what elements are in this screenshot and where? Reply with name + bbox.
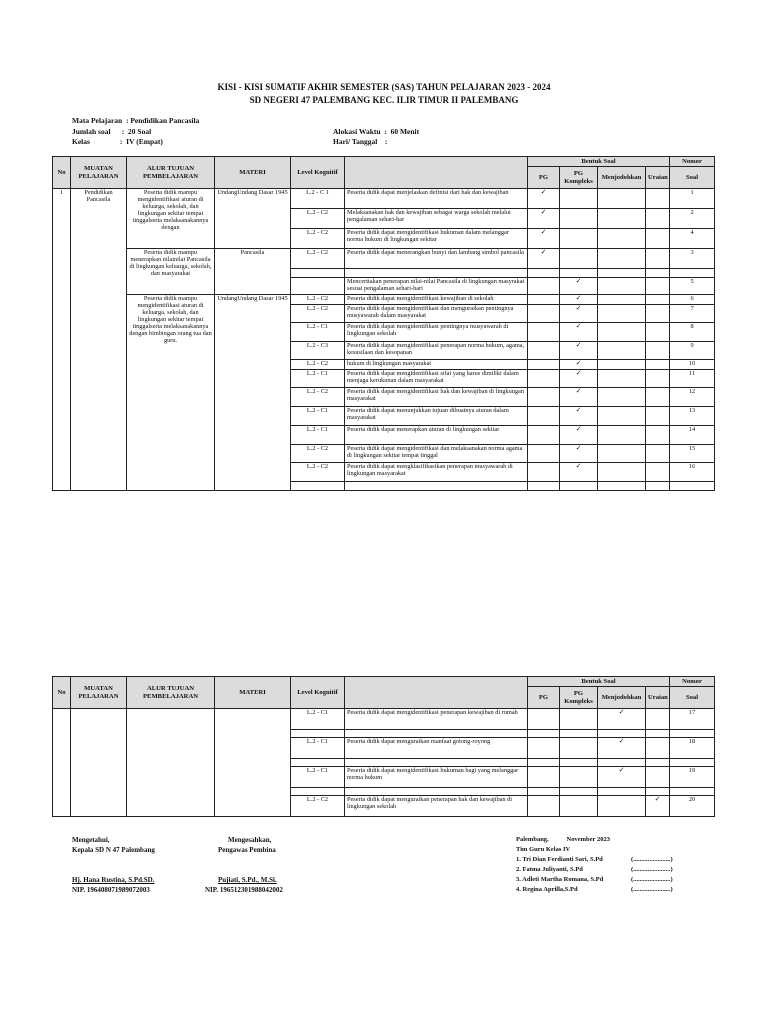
check-pg [528,463,560,482]
check-ura: ✓ [646,796,670,817]
header-no: No [53,157,71,189]
indikator-soal: Peserta didik dapat mengidentifikasi kewajiban di sekolah [345,295,528,305]
indikator-soal: Peserta didik dapat menguraikan penerapan hak dan kewajiban di lingkungan sekolah [345,796,528,817]
check-pgk: ✓ [560,445,598,463]
check-pg [528,767,560,788]
team-member-signature-line: (.......................) [631,856,673,863]
check-ura [646,445,670,463]
header-soal: Soal [670,167,715,189]
nomor-soal: 4 [670,229,715,249]
level-kognitif: L.2 - C2 [291,445,345,463]
sig-place-date: Palembang, November 2023 [516,836,610,843]
check-pg: ✓ [528,229,560,249]
spacer-cell [528,730,560,738]
nomor-soal: 10 [670,360,715,370]
check-menj: ✓ [598,767,646,788]
check-menj [598,189,646,209]
empty-cell [560,482,598,491]
check-pgk: ✓ [560,295,598,305]
check-pgk: ✓ [560,360,598,370]
header-level: Level Kognitif [291,677,345,709]
check-ura [646,323,670,342]
info-alokasi-waktu: Alokasi Waktu : 60 Menit [333,127,420,136]
nomor-soal: 3 [670,249,715,269]
header-alur: ALUR TUJUAN PEMBELAJARAN [127,677,215,709]
check-ura [646,388,670,407]
check-ura [646,767,670,788]
level-kognitif: L.2 - C1 [291,767,345,788]
muatan-pelajaran [71,709,127,817]
check-ura [646,407,670,426]
nomor-soal: 7 [670,305,715,323]
indikator-soal: Peserta didik dapat mengidentifikasi penerapan norma hukum, agama, kesusilaan dan kesopanan [345,342,528,360]
materi-3: UndangUndang Dasar 1945 [215,295,291,491]
indikator-soal: Peserta didik dapat mengidentifikasi dan menguraikan pentingnya musyawarah dalam masyarakat [345,305,528,323]
indikator-soal: Peserta didik dapat mengklasifikasikan penerapan musyawarah di lingkungan masyarakat [345,463,528,482]
indikator-soal: hukum di lingkungan masyarakat [345,360,528,370]
sig-kepala-title: Kepala SD N 47 Palembang [72,846,155,854]
header-nomor: Nomor [670,157,715,167]
check-pgk [560,709,598,730]
spacer-cell [670,788,715,796]
table-row [53,295,715,305]
header-bentuk-soal: Bentuk Soal [528,677,670,687]
team-member-signature-line: (.......................) [631,876,673,883]
table-row [53,709,715,730]
check-pg [528,426,560,445]
header-uraian: Uraian [646,167,670,189]
sig-mengetahui: Mengetahui, [72,836,110,844]
alur-tujuan-2: Peserta didik mampu menerapkan nilainilai Pancasila di lingkungan keluarga, sekolah, dan masyarakat [127,249,215,295]
level-kognitif: L.2 - C 1 [291,189,345,209]
indikator-soal: Peserta didik dapat mengidentifikasi pentingnya musyawarah di lingkungan sekolah [345,323,528,342]
alur-tujuan-1: Peserta didik mampu mengidentifikasi aturan di keluarga, sekolah, dan lingkungan sekitar tempat tinggalserta melaksanakannya dengan [127,189,215,249]
header-no: No [53,677,71,709]
alur-tujuan [127,709,215,817]
check-ura [646,229,670,249]
header-indikator [345,157,528,189]
check-pgk: ✓ [560,278,598,295]
table-row [53,189,715,209]
level-kognitif: L.2 - C2 [291,796,345,817]
header-indikator [345,677,528,709]
header-alur: ALUR TUJUAN PEMBELAJARAN [127,157,215,189]
sig-pengawas-nip: NIP. 196512301988042002 [205,886,283,894]
check-menj [598,269,646,278]
header-pg-kompleks: PG Kompleks [560,687,598,709]
team-member-name: 2. Fatma Juliyanti, S.Pd [516,866,583,873]
spacer-cell [345,788,528,796]
check-ura [646,426,670,445]
nomor-soal: 2 [670,209,715,229]
nomor-soal: 14 [670,426,715,445]
check-ura [646,360,670,370]
check-ura [646,738,670,759]
empty-cell [646,482,670,491]
check-pg [528,295,560,305]
nomor-soal: 19 [670,767,715,788]
spacer-cell [646,730,670,738]
indikator-soal: Peserta didik dapat menjelaskan definisi dari hak dan kewajiban [345,189,528,209]
header-menjodohkan: Menjodohkan [598,167,646,189]
check-pg [528,709,560,730]
spacer-cell [291,759,345,767]
header-soal: Soal [670,687,715,709]
level-kognitif [291,278,345,295]
kisi-table-2 [52,676,715,817]
team-member [516,886,673,896]
indikator-soal [345,269,528,278]
check-menj [598,305,646,323]
level-kognitif: L.2 - C2 [291,305,345,323]
check-pgk: ✓ [560,463,598,482]
spacer-cell [560,788,598,796]
check-menj [598,407,646,426]
check-pg [528,323,560,342]
spacer-cell [345,759,528,767]
check-pgk [560,209,598,229]
check-pgk: ✓ [560,323,598,342]
spacer-cell [670,730,715,738]
level-kognitif: L.2 - C1 [291,426,345,445]
check-pgk: ✓ [560,426,598,445]
level-kognitif: L.2 - C1 [291,323,345,342]
check-ura [646,342,670,360]
level-kognitif: L.2 - C1 [291,407,345,426]
check-pg: ✓ [528,209,560,229]
spacer-cell [560,730,598,738]
indikator-soal: Peserta didik dapat menunjukkan tujuan dibuatnya aturan dalam masyarakat [345,407,528,426]
document-title-line2: SD NEGERI 47 PALEMBANG KEC. ILIR TIMUR II PALEMBANG [249,95,519,105]
check-pg [528,407,560,426]
check-pg: ✓ [528,189,560,209]
spacer-cell [598,730,646,738]
check-pg: ✓ [528,249,560,269]
check-pg [528,269,560,278]
indikator-soal: Peserta didik dapat mengidentifikasi dan melaksanakan norma agama di lingkungan sekitar tempat tinggal [345,445,528,463]
team-list [516,856,673,896]
spacer-cell [291,788,345,796]
check-pgk: ✓ [560,342,598,360]
check-ura [646,209,670,229]
header-level: Level Kognitif [291,157,345,189]
sig-kepala-nip: NIP. 196408071989072003 [72,886,150,894]
check-pg [528,278,560,295]
check-pg [528,342,560,360]
spacer-cell [646,759,670,767]
team-member-signature-line: (.......................) [631,886,673,893]
info-mata-pelajaran: Mata Pelajaran : Pendidikan Pancasila [72,116,200,125]
nomor-soal: 5 [670,278,715,295]
check-pgk: ✓ [560,370,598,388]
nomor-soal: 8 [670,323,715,342]
empty-cell [670,482,715,491]
check-menj [598,278,646,295]
row-no: 1 [53,189,71,491]
check-pgk: ✓ [560,305,598,323]
level-kognitif: L.2 - C2 [291,360,345,370]
level-kognitif: L.2 - C2 [291,463,345,482]
check-menj [598,295,646,305]
check-pg [528,388,560,407]
materi-2: Pancasila [215,249,291,295]
sig-pengawas-title: Pengawas Pembina [218,846,276,854]
indikator-soal: Mencerttakan penerapan nilai-nilai Pancasila di lingkungan masyrakat sesuai pengalaman sehari-hari [345,278,528,295]
header-nomor: Nomor [670,677,715,687]
nomor-soal [670,269,715,278]
check-pgk [560,229,598,249]
info-kelas: Kelas : IV (Empat) [72,137,163,146]
row-no [53,709,71,817]
check-pg [528,360,560,370]
level-kognitif: L.2 - C2 [291,209,345,229]
spacer-cell [598,788,646,796]
materi [215,709,291,817]
indikator-soal: Peserta didik dapat mengidentifikasi penerapan kewajiban di rumah [345,709,528,730]
header-menjodohkan: Menjodohkan [598,687,646,709]
check-ura [646,269,670,278]
check-pgk [560,796,598,817]
check-ura [646,249,670,269]
check-ura [646,709,670,730]
sig-tim-guru: Tim Guru Kelas IV [516,846,571,853]
level-kognitif: L.2 - C2 [291,249,345,269]
spacer-cell [291,730,345,738]
check-menj [598,445,646,463]
check-ura [646,370,670,388]
check-ura [646,305,670,323]
sig-pengawas-name: Pujiati, S.Pd., M.Si. [218,876,277,884]
check-pg [528,305,560,323]
header-pg-kompleks: PG Kompleks [560,167,598,189]
team-member-name: 1. Tri Dian Ferdianti Sari, S.Pd [516,856,603,863]
indikator-soal: Peserta didik dapat menerapkan aturan di lingkungan sekitar [345,426,528,445]
indikator-soal: Peserta didik dapat mengidentifikasi hukuman bagi yang melanggar norma hukum [345,767,528,788]
nomor-soal: 20 [670,796,715,817]
check-pgk [560,767,598,788]
check-menj [598,463,646,482]
empty-cell [291,482,345,491]
spacer-cell [345,730,528,738]
check-pg [528,445,560,463]
nomor-soal: 18 [670,738,715,759]
team-member-signature-line: (.......................) [631,866,673,873]
nomor-soal: 13 [670,407,715,426]
check-pgk [560,249,598,269]
sig-kepala-name: Hj. Hana Rustina, S.Pd.SD. [72,876,155,884]
header-materi: MATERI [215,677,291,709]
team-member [516,866,673,876]
level-kognitif: L.2 - C2 [291,295,345,305]
check-pgk: ✓ [560,407,598,426]
indikator-soal: Peserta didik dapat mengidentifikasi sifat yang harus dimiliki dalam menjaga kerukunan dalam masyarakat [345,370,528,388]
check-menj [598,342,646,360]
empty-cell [598,482,646,491]
header-pg: PG [528,687,560,709]
team-member-name: 4. Regina Aprilla,S.Pd [516,886,578,893]
spacer-cell [670,759,715,767]
kisi-table-1 [52,156,715,491]
sig-mengesahkan: Mengesahkan, [228,836,272,844]
spacer-cell [598,759,646,767]
nomor-soal: 16 [670,463,715,482]
info-jumlah-soal: Jumlah soal : 20 Soal [72,127,152,136]
check-pg [528,738,560,759]
header-materi: MATERI [215,157,291,189]
level-kognitif: L.2 - C1 [291,738,345,759]
check-menj [598,360,646,370]
nomor-soal: 9 [670,342,715,360]
info-hari-tanggal: Hari/ Tanggal : [333,137,388,146]
check-menj [598,370,646,388]
team-member [516,856,673,866]
spacer-cell [646,788,670,796]
check-pg [528,796,560,817]
indikator-soal: Peserta didik dapat mengidentifikasi hukuman dalam melanggar norma hukum di lingkungan sekitar [345,229,528,249]
check-menj [598,796,646,817]
spacer-cell [528,759,560,767]
document-title-line1: KISI - KISI SUMATIF AKHIR SEMESTER (SAS) TAHUN PELAJARAN 2023 - 2024 [217,82,551,92]
indikator-soal: Melaksanakan hak dan kewajiban sebagai warga sekolah melalui pengalaman sehari-har [345,209,528,229]
header-bentuk-soal: Bentuk Soal [528,157,670,167]
check-menj [598,209,646,229]
spacer-cell [560,759,598,767]
nomor-soal: 12 [670,388,715,407]
spacer-cell [528,788,560,796]
check-ura [646,189,670,209]
check-menj: ✓ [598,709,646,730]
alur-tujuan-3: Peserta didik mampu mengidentifikasi aturan di keluarga, sekolah, dan lingkungan sekitar tempat tinggalserta melaksanakannya dengan bimbingan orang tua dan guru. [127,295,215,491]
check-pgk [560,738,598,759]
team-member [516,876,673,886]
header-uraian: Uraian [646,687,670,709]
level-kognitif: L.2 - C1 [291,709,345,730]
nomor-soal: 15 [670,445,715,463]
empty-cell [528,482,560,491]
check-menj: ✓ [598,738,646,759]
muatan-pelajaran: Pendidikan Pancasila [71,189,127,491]
check-menj [598,249,646,269]
check-pgk [560,269,598,278]
materi-1: UndangUndang Dasar 1945 [215,189,291,249]
indikator-soal: Peserta didik dapat menerangkan bunyi dan lambang simbol pancasila [345,249,528,269]
indikator-soal: Peserta didik dapat mengidentifikasi hak dan kewajiban di lingkungan masyarakat [345,388,528,407]
header-muatan: MUATAN PELAJARAN [71,677,127,709]
check-pg [528,370,560,388]
header-muatan: MUATAN PELAJARAN [71,157,127,189]
check-menj [598,388,646,407]
level-kognitif: L.2 - C3 [291,342,345,360]
level-kognitif: L.2 - C1 [291,370,345,388]
nomor-soal: 1 [670,189,715,209]
check-pgk [560,189,598,209]
check-ura [646,278,670,295]
nomor-soal: 17 [670,709,715,730]
level-kognitif: L.2 - C2 [291,388,345,407]
check-pgk: ✓ [560,388,598,407]
table-row [53,249,715,269]
team-member-name: 3. Adleti Martha Romana, S.Pd [516,876,604,883]
empty-cell [345,482,528,491]
level-kognitif: L.2 - C2 [291,229,345,249]
header-pg: PG [528,167,560,189]
check-ura [646,463,670,482]
nomor-soal: 6 [670,295,715,305]
check-ura [646,295,670,305]
check-menj [598,426,646,445]
nomor-soal: 11 [670,370,715,388]
check-menj [598,229,646,249]
check-menj [598,323,646,342]
level-kognitif [291,269,345,278]
indikator-soal: Peserta didik dapat menguraikan manfaat gotong-royong [345,738,528,759]
